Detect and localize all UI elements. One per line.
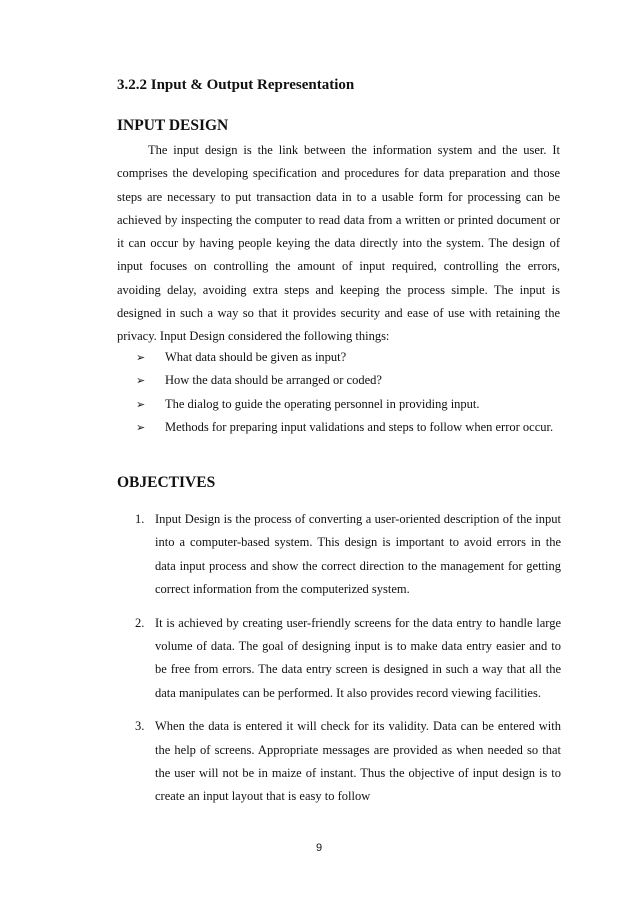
objective-text: When the data is entered it will check for its validity. Data can be entered with the help of screens. Appropriate messages are provided as when needed so that the user will not be in maize of instant. Thus the objective of input design is to create an input layout that is easy to follow <box>155 719 561 804</box>
input-considerations-list <box>136 346 561 439</box>
input-design-paragraph: The input design is the link between the information system and the user. It comprises the developing specification and procedures for data preparation and those steps are necessary to put transaction data in to a usable form for processing can be achieved by inspecting the computer to read data from a written or printed document or it can occur by having people keying the data directly into the system. The design of input focuses on controlling the amount of input required, controlling the errors, avoiding delay, avoiding extra steps and keeping the process simple. The input is designed in such a way so that it provides security and ease of use with retaining the privacy. Input Design considered the following things: <box>117 143 560 344</box>
list-item-text: How the data should be arranged or coded? <box>165 373 382 388</box>
arrow-bullet-icon: ➢ <box>136 351 146 364</box>
arrow-bullet-icon: ➢ <box>136 397 146 411</box>
list-item-text: Methods for preparing input validations and steps to follow when error occur. <box>165 419 554 434</box>
objective-number: 2. <box>135 615 145 630</box>
objective-number: 1. <box>135 512 145 526</box>
list-item <box>136 416 561 439</box>
page-number: 9 <box>315 842 323 854</box>
objective-item <box>135 508 561 601</box>
objectives-list <box>135 508 561 819</box>
list-item <box>136 393 561 416</box>
list-item <box>136 346 561 369</box>
arrow-bullet-icon: ➢ <box>136 420 146 434</box>
list-item <box>136 369 561 392</box>
objectives-heading: OBJECTIVES <box>117 474 216 491</box>
objective-item <box>135 715 561 808</box>
section-title: 3.2.2 Input & Output Representation <box>117 77 355 93</box>
input-design-heading: INPUT DESIGN <box>117 117 229 134</box>
arrow-bullet-icon: ➢ <box>136 374 146 388</box>
objective-text: Input Design is the process of converting a user-oriented description of the input into a computer-based system. This design is important to avoid errors in the data input process and show the correct direction to the management for getting correct information from the computerized system. <box>155 512 561 596</box>
objective-text: It is achieved by creating user-friendly screens for the data entry to handle large volume of data. The goal of designing input is to make data entry easier and to be free from errors. The data entry screen is designed in such a way that all the data manipulates can be performed. It also provides record viewing facilities. <box>155 615 561 700</box>
list-item-text: The dialog to guide the operating personnel in providing input. <box>165 396 480 411</box>
objective-number: 3. <box>135 719 145 734</box>
list-item-text: What data should be given as input? <box>165 350 347 364</box>
objective-item <box>135 612 561 705</box>
